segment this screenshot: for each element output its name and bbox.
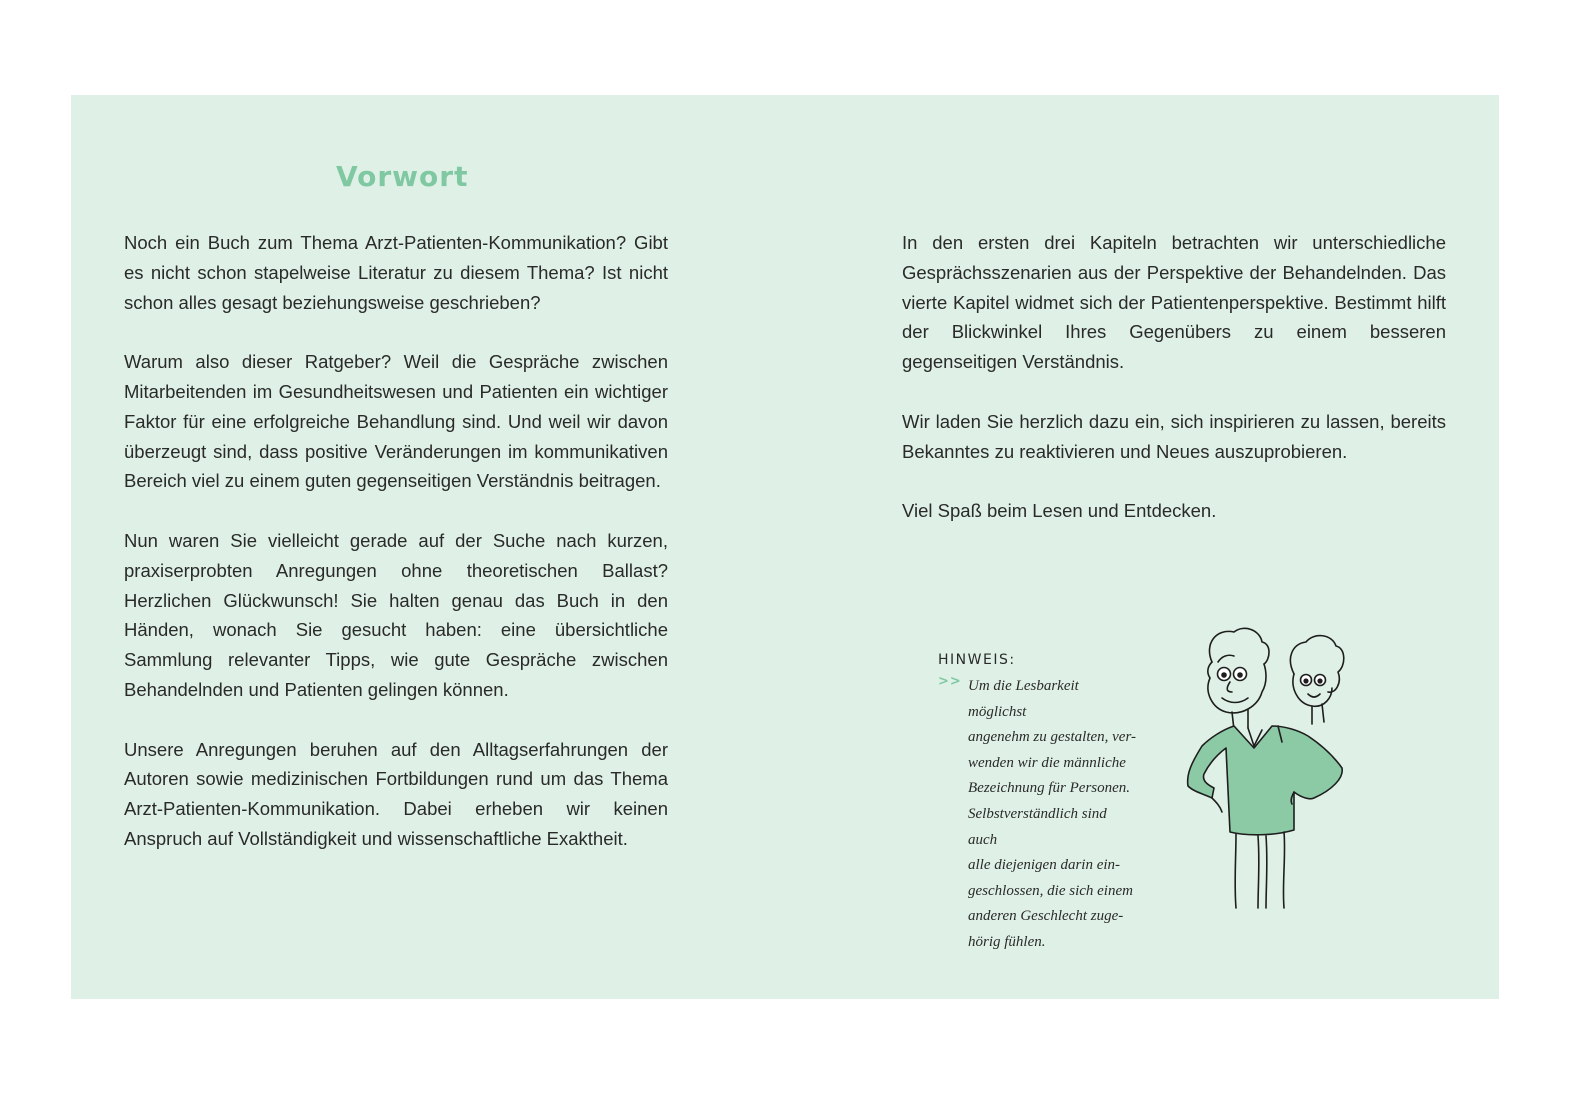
two-people-illustration (1182, 622, 1352, 912)
legs (1235, 832, 1284, 908)
hint-label: HINWEIS: (938, 652, 1016, 668)
paragraph: In den ersten drei Kapiteln betrachten wir unterschiedliche Gesprächsszenarien aus der Perspektive der Behandelnden. Das vierte Kapitel widmet sich der Patientenperspektive. Bestimmt hilft der Blickwinkel Ihres Gegenübers zu einem besseren gegenseitigen Verständnis. (902, 232, 1446, 373)
man-head (1208, 628, 1269, 730)
hint-text: Um die Lesbarkeit möglichst angenehm zu gestalten, ver- wenden wir die männliche Bezeichnung für Personen. Selbstverständlich sind auch alle diejenigen darin ein- geschlossen, die sich einem anderen Geschlecht zuge- hörig fühlen. (968, 678, 1136, 950)
paragraph: Viel Spaß beim Lesen und Entdecken. (902, 500, 1217, 522)
paragraph: Warum also dieser Ratgeber? Weil die Gespräche zwischen Mitarbeitenden im Gesundheitswesen und Patienten ein wichtiger Faktor für eine erfolgreiche Behandlung sind. Und weil wir davon überzeugt sind, dass positive Veränderungen im kommunikativen Bereich viel zu einem guten gegenseitigen Verständnis beitragen. (124, 351, 668, 492)
left-column (124, 228, 668, 884)
page-title: Vorwort (336, 160, 469, 193)
right-column (902, 228, 1446, 556)
paragraph: Noch ein Buch zum Thema Arzt-Patienten-Kommunikation? Gibt es nicht schon stapelweise Literatur zu diesem Thema? Ist nicht schon alles gesagt beziehungsweise geschrieben? (124, 232, 668, 313)
hint-box (938, 652, 1138, 956)
paragraph: Wir laden Sie herzlich dazu ein, sich inspirieren zu lassen, bereits Bekanntes zu reaktivieren und Neues auszuprobieren. (902, 410, 1446, 462)
woman-head (1290, 636, 1343, 724)
double-arrow-icon: >> (938, 674, 962, 689)
paragraph: Unsere Anregungen beruhen auf den Alltagserfahrungen der Autoren sowie medizinischen Fortbildungen rund um das Thema Arzt-Patienten-Kommunikation. Dabei erheben wir keinen Anspruch auf Vollständigkeit und wissenschaftliche Exaktheit. (124, 738, 668, 849)
green-shirt (1188, 726, 1343, 835)
paragraph: Nun waren Sie vielleicht gerade auf der Suche nach kurzen, praxiserprobten Anregungen ohne theoretischen Ballast? Herzlichen Glückwunsch! Sie halten genau das Buch in den Händen, wonach Sie gesucht haben: eine übersichtliche Sammlung relevanter Tipps, wie gute Gespräche zwischen Behandelnden und Patienten gelingen können. (124, 529, 668, 700)
hint-body (938, 674, 1138, 956)
